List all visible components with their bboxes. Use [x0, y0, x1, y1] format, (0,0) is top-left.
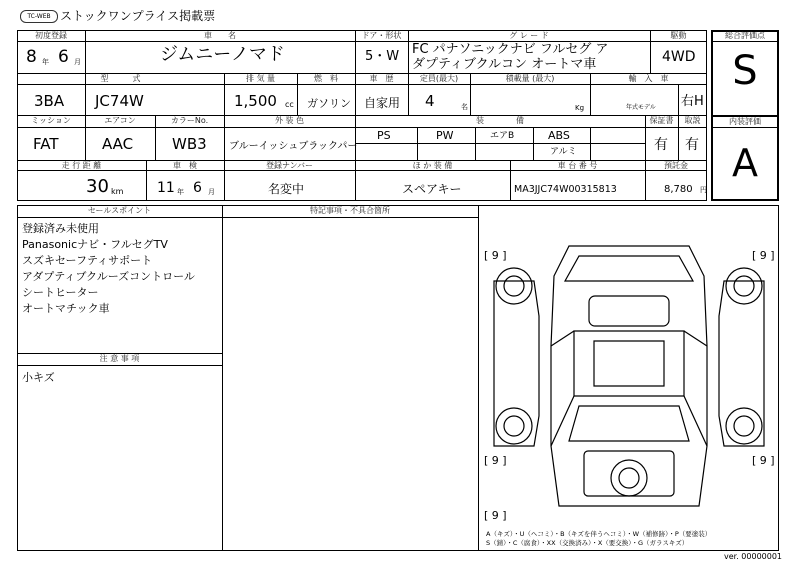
- other-equip-value: スペアキー: [402, 182, 462, 196]
- wheel-icon: [496, 408, 532, 444]
- displacement-value: 1,500: [234, 92, 277, 110]
- car-name-label: 車 名: [204, 31, 236, 40]
- deposit-label: 預託金: [664, 161, 688, 170]
- wheel-icon: [726, 408, 762, 444]
- mark-front-left: [ 9 ]: [484, 249, 507, 262]
- inspection-label: 車 検: [173, 161, 197, 170]
- color-no-value: WB3: [172, 135, 207, 153]
- drive-label: 駆動: [670, 31, 687, 40]
- manual-label: 取説: [684, 116, 701, 125]
- wheel-icon: [496, 268, 532, 304]
- mark-spare: [ 9 ]: [484, 509, 507, 522]
- inspection-year: 11: [157, 180, 175, 196]
- warranty-value: 有: [654, 137, 668, 153]
- month-unit: 月: [74, 58, 81, 66]
- vehicle-class-value: 自家用: [364, 96, 401, 110]
- insp-month-unit: 月: [208, 188, 215, 196]
- door-shape-value: 5・W: [365, 49, 400, 64]
- diagram-legend-1: A（キズ）・U（ヘコミ）・B（キズを伴うヘコミ）・W（補修跡）・P（要塗装）: [486, 530, 712, 538]
- notes-list: [22, 370, 55, 386]
- mileage-value: 30: [86, 176, 109, 197]
- inspection-month: 6: [193, 180, 202, 196]
- equipment-label: 装 備: [476, 116, 524, 125]
- page-title: ストックワンプライス掲載票: [60, 9, 216, 23]
- equip-pw: PW: [436, 129, 454, 142]
- import-label: 輸 入 車: [628, 74, 669, 83]
- year-unit: 年: [42, 58, 49, 66]
- spare-tire-icon: [611, 460, 647, 496]
- drive-value: 4WD: [662, 49, 696, 65]
- steering-value: 右H: [681, 94, 704, 109]
- equip-ps: PS: [377, 129, 391, 142]
- fuel-label: 燃 料: [314, 74, 338, 83]
- cc-unit: cc: [285, 100, 294, 109]
- import-year: 年式モデル: [626, 104, 656, 111]
- model-value: JC74W: [95, 92, 144, 110]
- model-label: 型 式: [100, 74, 141, 83]
- wheel-icon: [726, 268, 762, 304]
- payload-label: 積載量 (最大): [505, 74, 555, 83]
- equip-abs: ABS: [548, 129, 570, 142]
- grade-line1: FC パナソニックナビ フルセグ ア: [412, 42, 609, 57]
- capacity-unit: 名: [461, 103, 468, 111]
- notes-label: 注 意 事 項: [99, 354, 140, 363]
- car-name-value: ジムニーノマド: [160, 44, 285, 65]
- reg-number-label: 登録ナンバー: [265, 161, 314, 170]
- aircon-value: AAC: [102, 135, 134, 153]
- overall-label: 総合評価点: [725, 31, 765, 40]
- list-item: シートヒーター: [22, 286, 99, 299]
- list-item: スズキセーフティサポート: [22, 254, 153, 267]
- mission-label: ミッション: [31, 116, 71, 125]
- mark-rear-right: [ 9 ]: [752, 454, 775, 467]
- color-no-label: カラーNo.: [170, 116, 209, 125]
- list-item: Panasonicナビ・フルセグTV: [22, 238, 168, 251]
- list-item: アダプティブクルーズコントロール: [22, 270, 195, 283]
- warranty-label: 保証書: [649, 116, 674, 125]
- grade-line2: ダプティブクルコン オートマ車: [412, 57, 597, 72]
- version-text: ver. 00000001: [724, 552, 783, 561]
- capacity-label: 定員(最大): [419, 74, 459, 83]
- interior-label: 内装評価: [729, 117, 761, 126]
- capacity-value: 4: [425, 92, 435, 110]
- list-item: オートマチック車: [22, 302, 110, 315]
- displacement-label: 排 気 量: [245, 74, 276, 83]
- mark-rear-left: [ 9 ]: [484, 454, 507, 467]
- other-equip-label: ほ か 装 備: [412, 161, 453, 170]
- logo: TC-WEB: [20, 10, 58, 23]
- km-unit: km: [111, 187, 124, 196]
- chassis-value: MA3JJC74W00315813: [514, 184, 617, 195]
- insp-year-unit: 年: [177, 188, 184, 196]
- deposit-value: 8,780: [664, 184, 693, 195]
- sales-points-label: セールスポイント: [87, 206, 152, 215]
- door-shape-label: ドア・形状: [361, 31, 402, 40]
- aircon-label: エアコン: [104, 116, 136, 125]
- chassis-label: 車 台 番 号: [557, 161, 598, 170]
- special-label: 特記事項・不具合箇所: [310, 206, 390, 215]
- equip-alloy: アルミ: [550, 147, 577, 157]
- sales-points-list: [22, 221, 195, 317]
- equip-airbag: エアB: [490, 131, 515, 141]
- car-diagram: [479, 206, 779, 551]
- model-prefix: 3BA: [34, 92, 65, 110]
- list-item: 小キズ: [22, 371, 55, 384]
- first-reg-label: 初度登録: [35, 31, 67, 40]
- mark-front-right: [ 9 ]: [752, 249, 775, 262]
- exterior-value: ブルーイッシュブラックパー: [229, 141, 358, 152]
- vehicle-class-label: 車 歴: [369, 74, 394, 83]
- overall-score: S: [732, 48, 758, 94]
- manual-value: 有: [685, 137, 699, 153]
- payload-unit: Kg: [575, 104, 585, 112]
- grade-label: グ レ ー ド: [509, 31, 549, 40]
- reg-number-value: 名変中: [268, 182, 305, 196]
- list-item: 登録済み未使用: [22, 222, 99, 235]
- fuel-value: ガソリン: [307, 97, 351, 110]
- mileage-label: 走 行 距 離: [61, 161, 102, 170]
- mission-value: FAT: [33, 135, 59, 153]
- yen-unit: 円: [700, 186, 707, 194]
- diagram-legend-2: S（錆）・C（腐食）・XX（交換済み）・X（要交換）・G（ガラスキズ）: [486, 539, 689, 547]
- first-reg-month: 6: [58, 47, 69, 67]
- interior-score: A: [732, 141, 758, 185]
- first-reg-year: 8: [26, 47, 37, 67]
- exterior-label: 外 装 色: [274, 116, 305, 125]
